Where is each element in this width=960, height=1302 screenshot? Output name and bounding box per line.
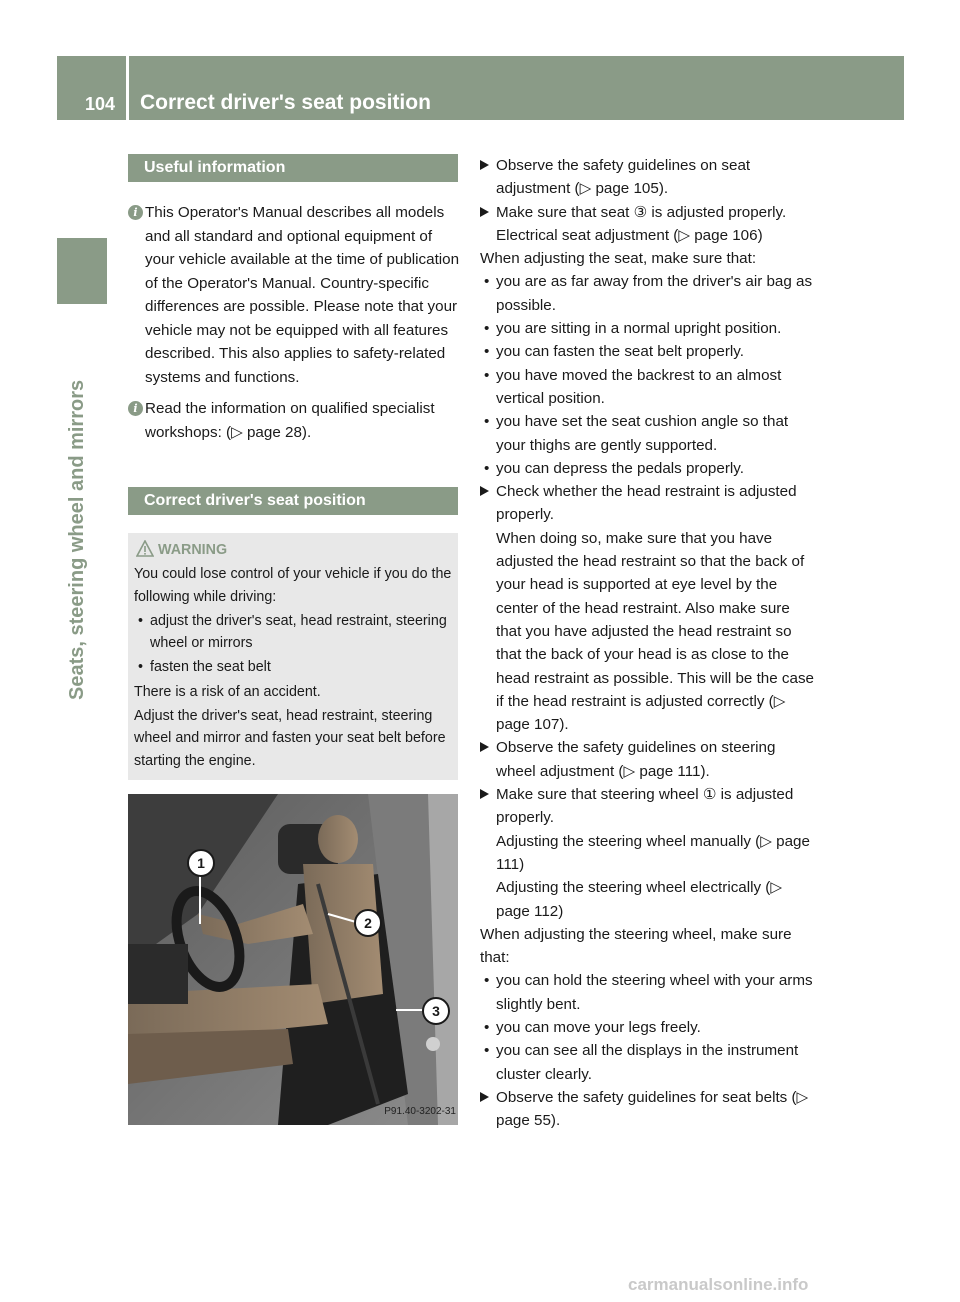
seat-position-figure	[128, 794, 458, 1125]
page-number: 104	[85, 94, 116, 114]
step-detail: Adjusting the steering wheel manually (▷ page 111)	[496, 832, 810, 873]
callout-1: 1	[187, 849, 215, 877]
bullet: • you can move your legs freely.	[484, 1018, 701, 1036]
bullet: • you can fasten the seat belt properly.	[484, 343, 744, 361]
seat-illustration	[128, 794, 458, 1125]
side-chapter-label: Seats, steering wheel and mirrors	[66, 379, 88, 700]
side-tab	[57, 238, 107, 304]
warning-bullet: • adjust the driver's seat, head restraint, steering wheel or mirrors	[138, 612, 447, 652]
bullet: • you are sitting in a normal upright position.	[484, 320, 782, 338]
step: Check whether the head restraint is adjusted properly.	[480, 480, 815, 527]
header-separator	[126, 56, 129, 120]
warning-box	[128, 533, 458, 780]
warning-title: WARNING	[134, 539, 454, 561]
warning-triangle-icon	[136, 540, 154, 557]
info-paragraph: i Read the information on qualified specialist workshops: (▷ page 28).	[128, 397, 460, 444]
bullet: • you have set the seat cushion angle so that your thighs are gently supported.	[484, 413, 789, 454]
page-title: Correct driver's seat position	[140, 91, 431, 114]
bullet: • you have moved the backrest to an almost vertical position.	[484, 366, 782, 407]
useful-info-body	[128, 201, 460, 444]
step: Make sure that seat ③ is adjusted properly.	[480, 201, 815, 224]
warning-intro: You could lose control of your vehicle if you do the following while driving:	[134, 566, 452, 605]
step: Observe the safety guidelines on steering wheel adjustment (▷ page 111).	[480, 736, 815, 783]
info-icon: i	[128, 205, 143, 220]
paragraph: When adjusting the steering wheel, make sure that:	[480, 925, 792, 967]
bullet: • you can hold the steering wheel with your arms slightly bent.	[484, 972, 813, 1013]
info-paragraph: i This Operator's Manual describes all models and all standard and optional equipment of your vehicle available at the time of publication of the Operator's Manual. Country-specific differences are possible. Please note that your vehicle may not be equipped with all features described. This also applies to safety-related systems and functions.	[128, 201, 460, 389]
step-detail: When doing so, make sure that you have adjusted the head restraint so that the back of your head is supported at eye level by the center of the head restraint. Also make sure that you have adjusted the head restraint so that the back of your head is as close to the head restraint as possible. This will be the case if the head restraint is adjusted correctly (▷ page 107).	[496, 529, 814, 734]
page-number-box	[57, 56, 126, 120]
figure-code: P91.40-3202-31	[384, 1106, 456, 1117]
bullet: • you can depress the pedals properly.	[484, 459, 744, 477]
warning-action: Adjust the driver's seat, head restraint, steering wheel and mirror and fasten your seat belt before starting the engine.	[134, 708, 446, 769]
callout-3: 3	[422, 997, 450, 1025]
step: Observe the safety guidelines for seat belts (▷ page 55).	[480, 1086, 815, 1133]
step: Observe the safety guidelines on seat adjustment (▷ page 105).	[480, 154, 815, 201]
step-detail: Adjusting the steering wheel electrically (▷ page 112)	[496, 879, 783, 920]
step-detail: Electrical seat adjustment (▷ page 106)	[496, 226, 763, 244]
bullet: • you are as far away from the driver's air bag as possible.	[484, 273, 813, 314]
bullet: • you can see all the displays in the instrument cluster clearly.	[484, 1042, 799, 1083]
warning-bullet: • fasten the seat belt	[138, 659, 271, 676]
warning-risk: There is a risk of an accident.	[134, 683, 321, 700]
useful-info-heading: Useful information	[128, 154, 458, 182]
right-column	[480, 154, 815, 1132]
step: Make sure that steering wheel ① is adjusted properly.	[480, 783, 815, 830]
paragraph: When adjusting the seat, make sure that:	[480, 250, 757, 268]
watermark: carmanualsonline.info	[628, 1275, 809, 1294]
correct-seat-heading: Correct driver's seat position	[128, 487, 458, 515]
info-icon: i	[128, 401, 143, 416]
callout-2: 2	[354, 909, 382, 937]
